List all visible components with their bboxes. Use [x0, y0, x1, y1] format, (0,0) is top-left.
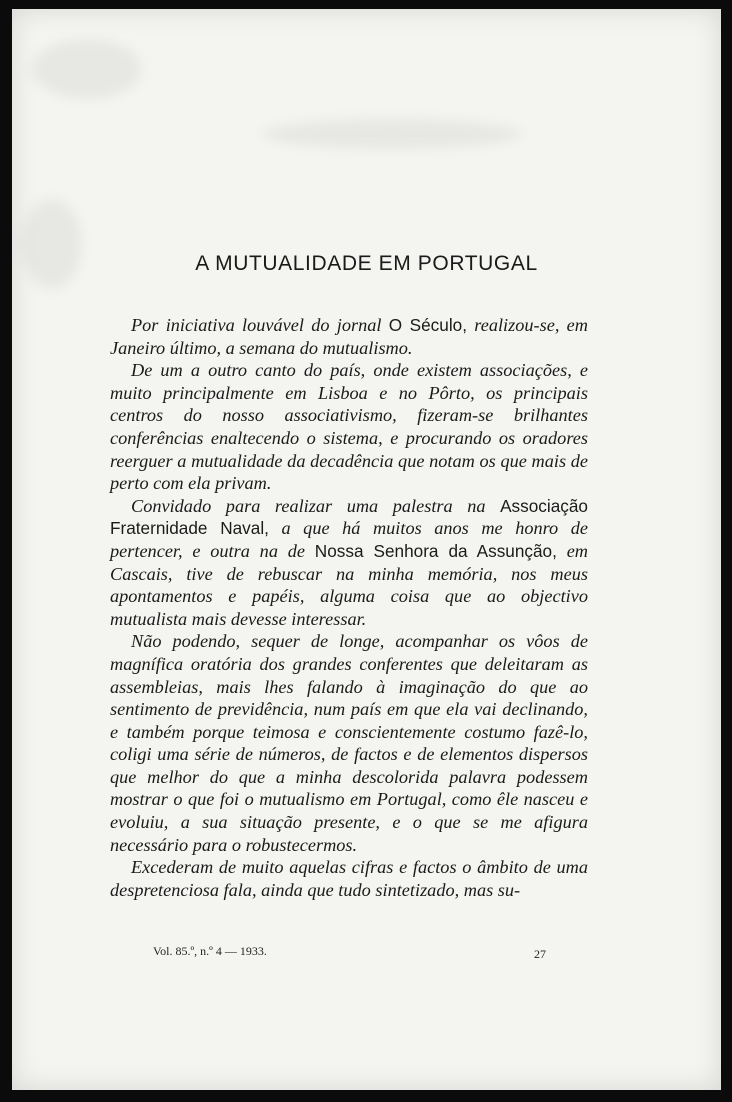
paragraph	[110, 314, 588, 359]
italic-text-segment: a que há muitos anos me honro de pertencer, e outra na de	[110, 518, 588, 561]
italic-text-segment: Excederam de muito aquelas cifras e factos o âmbito de uma despretenciosa fala, ainda que tudo sintetizado, mas su-	[110, 857, 588, 900]
italic-text-segment: Convidado para realizar uma palestra na	[131, 495, 501, 516]
document-page	[12, 9, 721, 1090]
italic-text-segment: Por iniciativa louvável do jornal	[131, 315, 389, 335]
paragraph	[110, 856, 588, 901]
paragraph	[110, 495, 588, 631]
roman-text-segment: Nossa Senhora da Assunção,	[314, 540, 557, 561]
italic-text-segment: Não podendo, sequer de longe, acompanhar os vôos de magnífica oratória dos grandes conferentes que deleitaram as assembleias, mais lhes falando à imaginação do que ao sentimento de previdência, num país em que ela vai declinando, e também porque teimosa e conscientemente costumo fazê-lo, coligi uma série de números, de factos e de elementos dispersos que melhor do que a minha descolorida palavra podessem mostrar o que foi o mutualismo em Portugal, como êle nasceu e evoluiu, a sua situação presente, e o que se me afigura necessário para o robustecermos.	[110, 631, 588, 855]
paragraph	[110, 359, 588, 495]
volume-info: Vol. 85.º, n.º 4 — 1933.	[153, 944, 267, 958]
italic-text-segment: em Cascais, tive de rebuscar na minha memória, nos meus apontamentos e papéis, alguma coisa que ao objectivo mutualista mais devesse interessar.	[110, 540, 589, 629]
paper-stain	[32, 39, 142, 99]
page-number: 27	[534, 947, 546, 961]
roman-text-segment: O Século,	[388, 315, 467, 335]
italic-text-segment: De um a outro canto do país, onde existem associações, e muito principalmente em Lisboa e no Pôrto, os principais centros do nosso associativismo, fizeram-se brilhantes conferências enaltecendo o sistema, e procurando os oradores reerguer a mutualidade da decadência que notam os que mais de perto com ela privam.	[110, 360, 588, 494]
italic-text-segment: realizou-se, em Janeiro último, a semana do mutualismo.	[110, 315, 588, 358]
article-title: A MUTUALIDADE EM PORTUGAL	[195, 252, 538, 275]
paper-stain	[262, 119, 522, 149]
roman-text-segment: Associação Fraternidade Naval,	[110, 495, 588, 539]
article-body	[110, 314, 588, 901]
paragraph	[110, 630, 588, 856]
